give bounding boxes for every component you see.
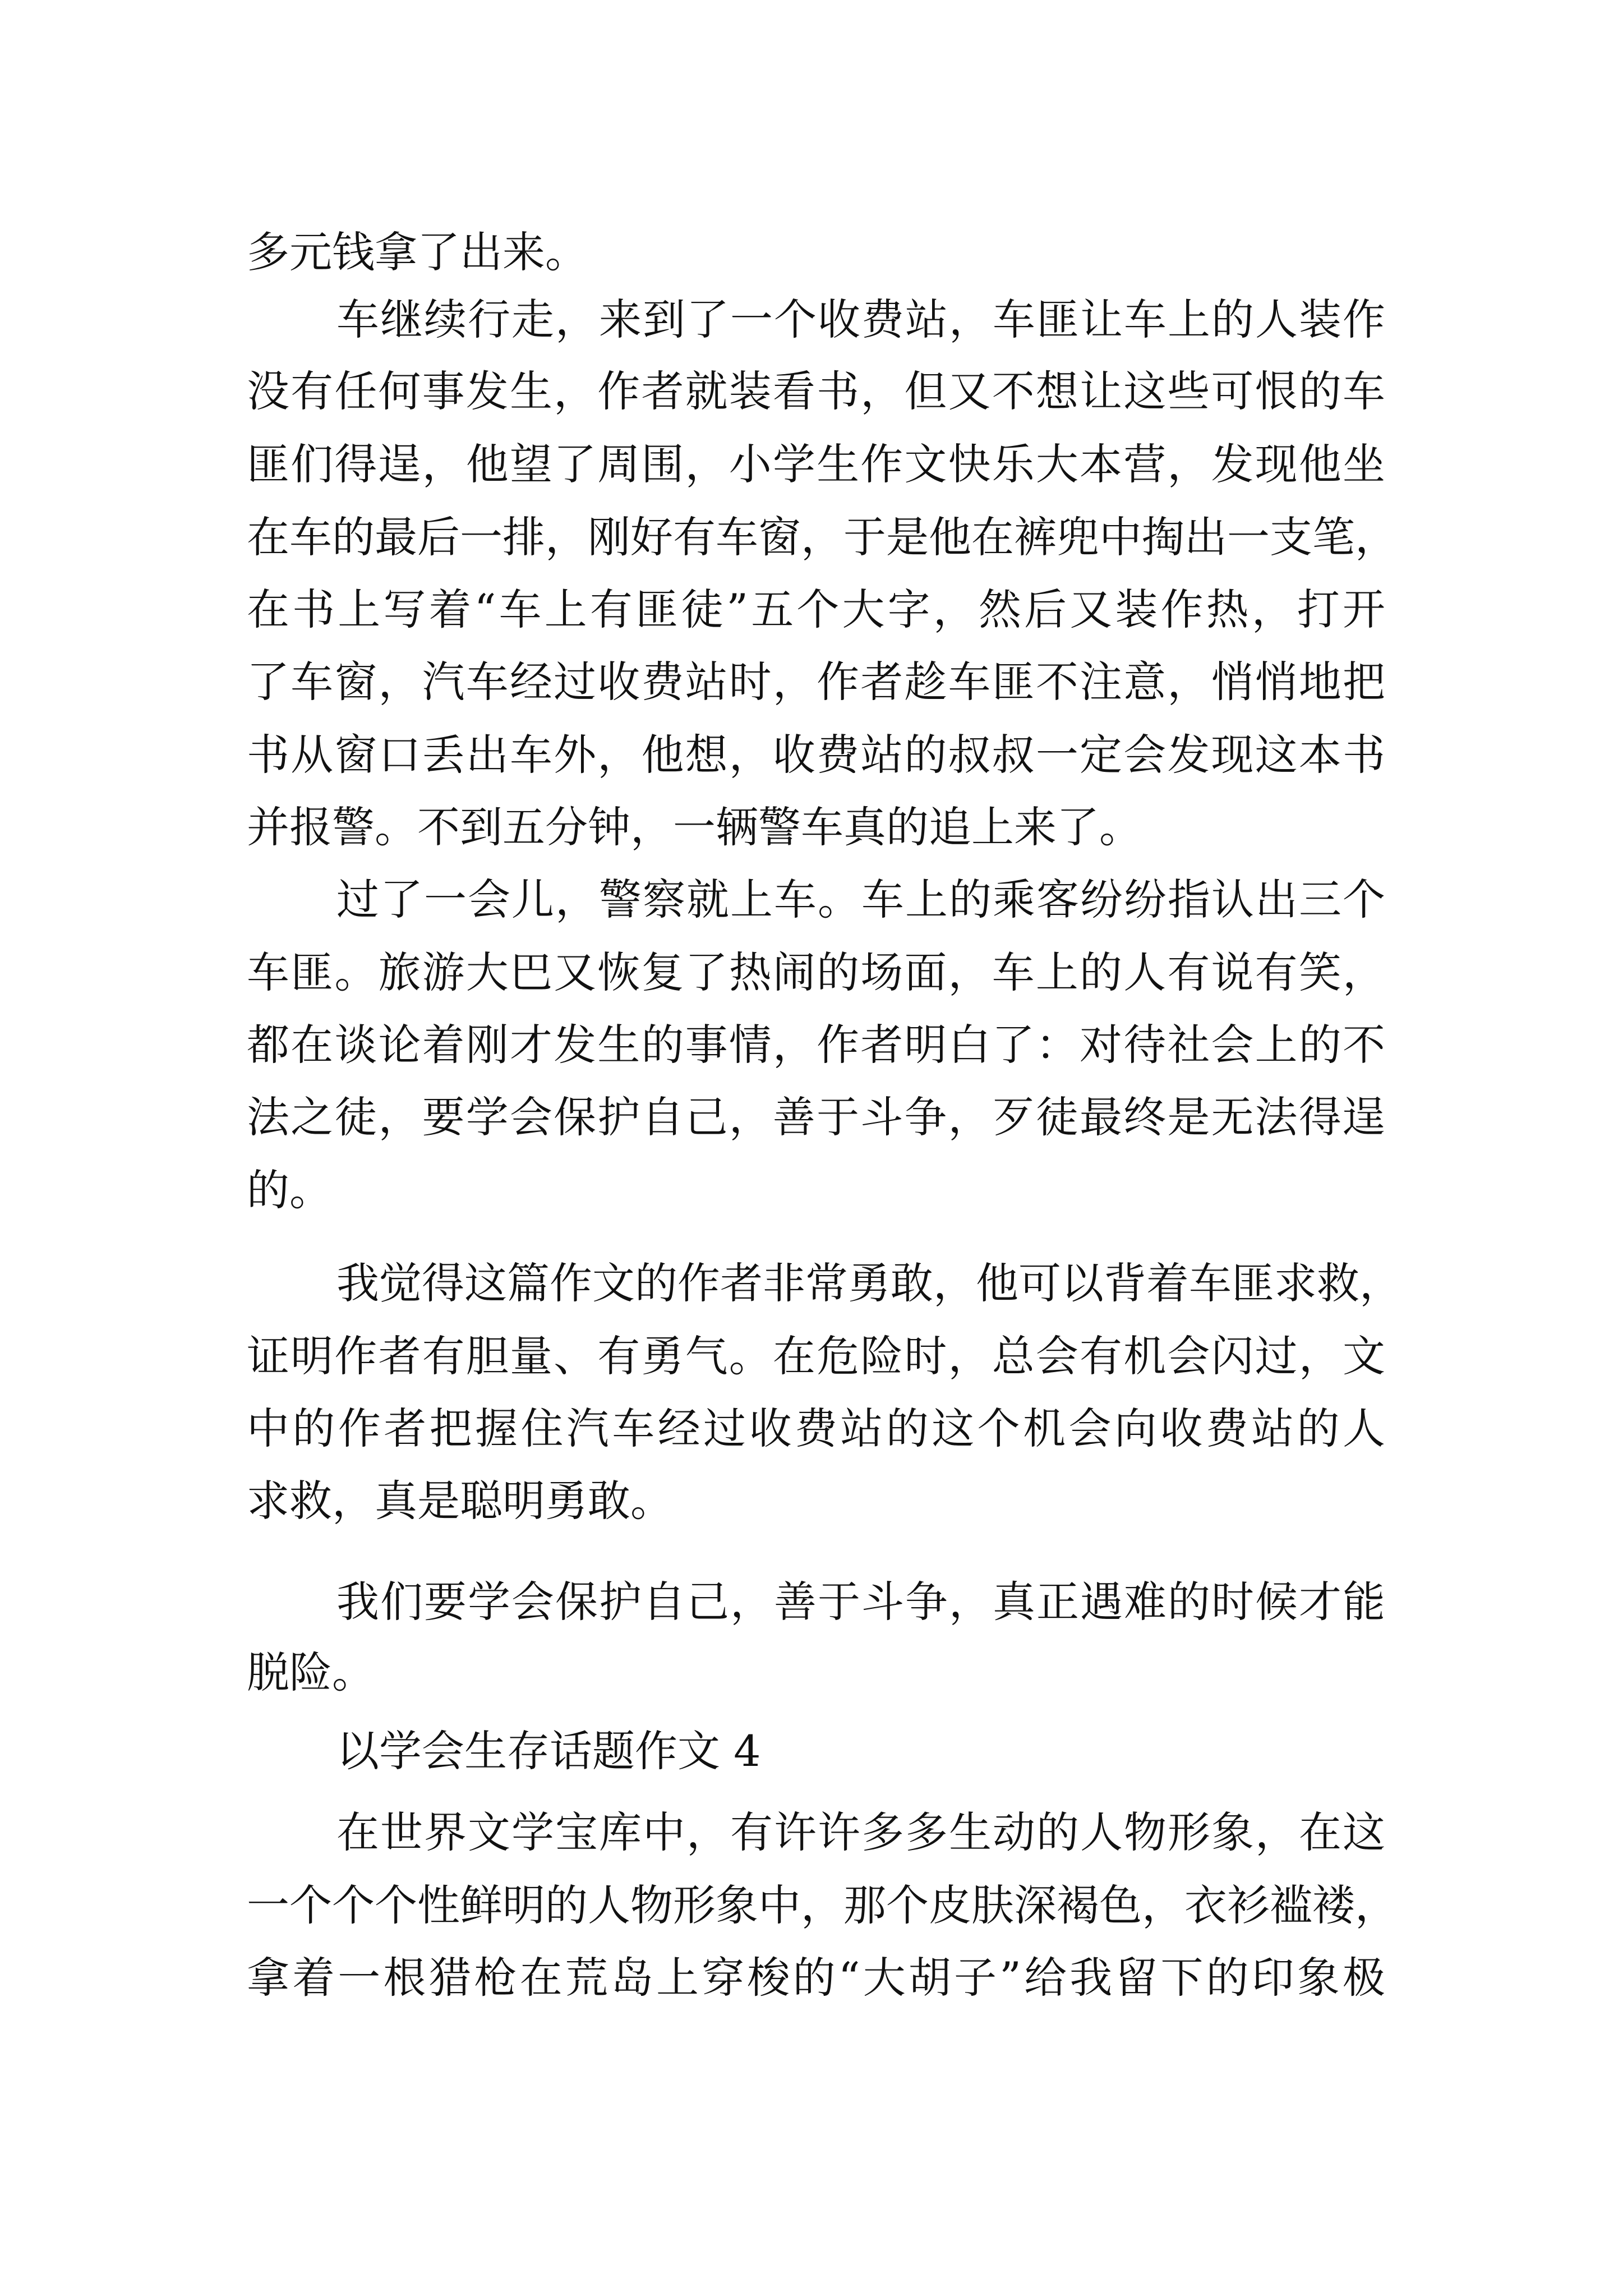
text-line: 车匪。旅游大巴又恢复了热闹的场面，车上的人有说有笑，: [247, 947, 1385, 997]
text-line: 法之徒，要学会保护自己，善于斗争，歹徒最终是无法得逞: [247, 1092, 1385, 1142]
text-line: 在车的最后一排，刚好有车窗，于是他在裤兜中掏出一支笔，: [247, 512, 1398, 562]
section-heading: 以学会生存话题作文 4: [336, 1726, 761, 1776]
text-line: 我们要学会保护自己，善于斗争，真正遇难的时候才能: [336, 1577, 1385, 1627]
text-line: 求救，真是聪明勇敢。: [247, 1476, 673, 1526]
text-line: 脱险。: [247, 1648, 375, 1697]
text-line: 车继续行走，来到了一个收费站，车匪让车上的人装作: [336, 295, 1385, 344]
text-line: 我觉得这篇作文的作者非常勇敢，他可以背着车匪求救，: [336, 1258, 1402, 1308]
text-line: 匪们得逞，他望了周围，小学生作文快乐大本营，发现他坐: [247, 439, 1385, 489]
text-line: 没有任何事发生，作者就装看书，但又不想让这些可恨的车: [247, 366, 1385, 416]
text-line: 在世界文学宝库中，有许许多多生动的人物形象，在这: [336, 1807, 1385, 1857]
text-line: 一个个个性鲜明的人物形象中，那个皮肤深褐色，衣衫褴褛，: [247, 1880, 1398, 1930]
text-line: 拿着一根猎枪在荒岛上穿梭的“大胡子”给我留下的印象极: [247, 1953, 1385, 2003]
text-line: 证明作者有胆量、有勇气。在危险时，总会有机会闪过，文: [247, 1331, 1385, 1381]
text-line: 在书上写着“车上有匪徒”五个大字，然后又装作热，打开: [247, 585, 1385, 634]
text-line: 都在谈论着刚才发生的事情，作者明白了：对待社会上的不: [247, 1020, 1385, 1070]
text-line: 多元钱拿了出来。: [247, 227, 588, 277]
text-line: 并报警。不到五分钟，一辆警车真的追上来了。: [247, 802, 1142, 852]
text-line: 中的作者把握住汽车经过收费站的这个机会向收费站的人: [247, 1404, 1385, 1453]
text-line: 了车窗，汽车经过收费站时，作者趁车匪不注意，悄悄地把: [247, 657, 1385, 707]
text-line: 过了一会儿，警察就上车。车上的乘客纷纷指认出三个: [336, 875, 1385, 924]
text-line: 书从窗口丢出车外，他想，收费站的叔叔一定会发现这本书: [247, 730, 1385, 780]
text-line: 的。: [247, 1165, 332, 1215]
